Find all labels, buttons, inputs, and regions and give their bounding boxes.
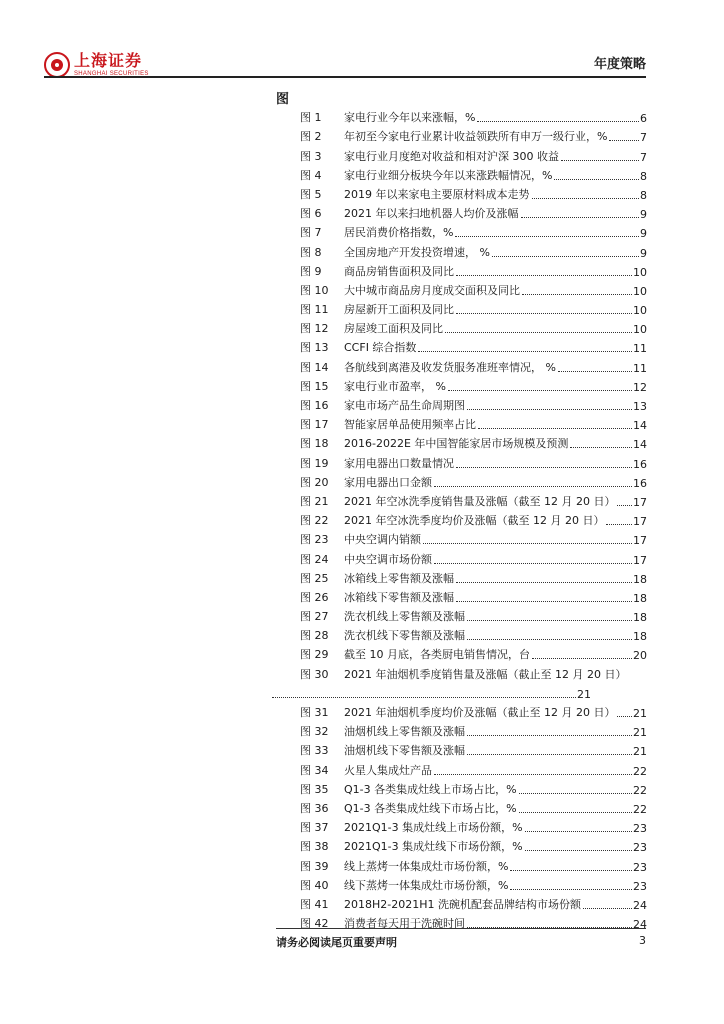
leader-dots (570, 438, 632, 448)
toc-entry[interactable] (300, 816, 647, 835)
figure-page-number: 8 (640, 188, 647, 202)
figure-title: 中央空调内销额 (344, 533, 421, 547)
figure-page-number: 14 (633, 438, 647, 452)
leader-dots (448, 381, 632, 391)
toc-entry[interactable] (300, 394, 647, 413)
figure-page-number: 20 (633, 649, 647, 663)
figure-label: 图 12 (300, 322, 329, 336)
leader-dots (467, 611, 632, 621)
toc-entry[interactable] (300, 164, 647, 183)
figure-page-number: 9 (640, 227, 647, 241)
logo-chinese-name: 上海证券 (74, 51, 143, 70)
leader-dots (434, 477, 632, 487)
figure-title: 洗衣机线上零售额及涨幅 (344, 610, 465, 624)
toc-entry[interactable] (300, 144, 647, 163)
figure-label: 图 24 (300, 552, 329, 566)
figure-page-number: 21 (633, 707, 647, 720)
leader-dots (418, 342, 632, 352)
figure-title: 2021Q1-3 集成灶线上市场份额，% (344, 821, 523, 835)
toc-heading: 图 (276, 92, 290, 107)
toc-entry[interactable] (300, 643, 647, 662)
figure-title: 房屋新开工面积及同比 (344, 303, 454, 317)
figure-page-number: 21 (633, 745, 647, 759)
figure-page-number: 16 (633, 476, 647, 490)
figure-page-number: 10 (633, 304, 647, 318)
figure-title: 家电市场产品生命周期图 (344, 399, 465, 412)
leader-dots (456, 304, 632, 314)
toc-entry[interactable] (300, 471, 647, 490)
leader-dots (583, 899, 632, 909)
figure-page-number: 23 (633, 822, 647, 836)
figure-label: 图 25 (300, 571, 329, 585)
figure-title: 家电行业月度绝对收益和相对沪深 300 收益 (344, 149, 559, 163)
figure-title: 2021 年油烟机季度均价及涨幅（截止至 12 月 20 日） (344, 706, 616, 719)
figure-title: 商品房销售面积及同比 (344, 264, 454, 278)
figure-label: 图 28 (300, 629, 329, 643)
figure-label: 图 18 (300, 437, 329, 451)
toc-entry[interactable] (300, 874, 647, 893)
leader-dots (456, 458, 632, 468)
figure-page-number: 22 (633, 764, 647, 778)
toc-entry[interactable] (300, 240, 647, 259)
figure-title: 2021 年空冰洗季度均价及涨幅（截至 12 月 20 日） (344, 514, 605, 528)
toc-entry-continuation (272, 682, 591, 701)
figure-label: 图 29 (300, 648, 329, 662)
figure-title: 全国房地产开发投资增速， % (344, 245, 490, 259)
figure-label: 图 32 (300, 725, 329, 739)
leader-dots (434, 765, 632, 775)
leader-dots (467, 726, 632, 736)
figure-page-number: 24 (633, 918, 647, 932)
figure-page-number: 21 (633, 726, 647, 740)
figure-page-number: 23 (633, 841, 647, 855)
figure-label: 图 8 (300, 245, 322, 259)
figure-page-number: 17 (633, 495, 647, 509)
figure-title: 家电行业今年以来涨幅，% (344, 111, 476, 125)
toc-entry[interactable] (300, 221, 647, 240)
figure-title: CCFI 综合指数 (344, 341, 417, 355)
header-divider (44, 76, 646, 78)
figure-title: Q1-3 各类集成灶线上市场占比，% (344, 782, 517, 796)
figure-page-number: 18 (633, 611, 647, 625)
leader-dots (532, 189, 640, 199)
figure-page-number: 7 (640, 131, 647, 145)
toc-entry[interactable] (300, 375, 647, 394)
toc-entry[interactable] (300, 202, 647, 221)
figure-label: 图 26 (300, 590, 329, 604)
page-number: 3 (639, 934, 646, 947)
figure-label: 图 31 (300, 706, 329, 719)
figure-page-number: 9 (640, 208, 647, 222)
toc-entry[interactable] (300, 106, 647, 125)
toc-entry[interactable] (300, 778, 647, 797)
figure-page-number: 12 (633, 380, 647, 394)
figure-label: 图 9 (300, 264, 322, 278)
leader-dots (456, 592, 632, 602)
figure-title: 消费者每天用于洗碗时间 (344, 917, 465, 931)
toc-entry[interactable] (300, 567, 647, 586)
figure-page-number: 17 (633, 553, 647, 567)
figure-title: 中央空调市场份额 (344, 552, 432, 566)
leader-dots (492, 247, 639, 257)
figure-title: 2021 年空冰洗季度销售量及涨幅（截至 12 月 20 日） (344, 494, 616, 508)
toc-entry[interactable] (300, 509, 647, 528)
leader-dots (532, 649, 632, 659)
leader-dots (456, 573, 632, 583)
footer-divider (276, 928, 646, 929)
leader-dots (456, 266, 632, 276)
figure-label: 图 39 (300, 859, 329, 873)
toc-entry[interactable] (300, 336, 647, 355)
figure-label: 图 36 (300, 801, 329, 815)
toc-entry[interactable] (300, 183, 647, 202)
leader-dots (554, 170, 639, 180)
figure-title: 2021Q1-3 集成灶线下市场份额，% (344, 840, 523, 854)
figure-label: 图 11 (300, 303, 329, 317)
leader-dots (609, 131, 639, 141)
figure-title: 火星人集成灶产品 (344, 763, 432, 777)
figure-label: 图 30 (300, 667, 329, 681)
figure-label: 图 17 (300, 418, 329, 432)
figure-label: 图 15 (300, 379, 329, 393)
leader-dots (455, 227, 639, 237)
figure-page-number: 10 (633, 284, 647, 298)
leader-dots (445, 323, 632, 333)
toc-entry[interactable] (300, 547, 647, 566)
toc-entry[interactable] (300, 893, 647, 912)
figure-label: 图 1 (300, 111, 322, 125)
leader-dots (477, 112, 639, 122)
leader-dots (519, 784, 632, 794)
figure-page-number: 13 (633, 400, 647, 413)
figure-title: 2019 年以来家电主要原材料成本走势 (344, 187, 530, 201)
toc-entry[interactable] (300, 624, 647, 643)
figure-page-number: 23 (633, 860, 647, 874)
figure-label: 图 10 (300, 283, 329, 297)
figure-title: 截至 10 月底，各类厨电销售情况，台 (344, 648, 530, 662)
toc-entry[interactable] (300, 835, 647, 854)
figure-page-number: 6 (640, 112, 647, 126)
leader-dots (423, 534, 632, 544)
report-type-title: 年度策略 (593, 57, 646, 72)
figure-page-number: 17 (633, 534, 647, 548)
toc-entry[interactable] (300, 279, 647, 298)
leader-dots (467, 400, 632, 410)
figure-page-number: 22 (633, 802, 647, 816)
company-logo (44, 52, 149, 78)
figure-label: 图 22 (300, 514, 329, 528)
figure-label: 图 41 (300, 897, 329, 911)
figure-label: 图 5 (300, 187, 322, 201)
figure-title: 冰箱线下零售额及涨幅 (344, 590, 454, 604)
figure-page-number: 11 (633, 361, 647, 375)
leader-dots (561, 151, 639, 161)
toc-entry[interactable] (300, 432, 647, 451)
toc-entry[interactable] (300, 317, 647, 336)
figure-title: 智能家居单品使用频率占比 (344, 418, 476, 432)
leader-dots (522, 285, 632, 295)
figure-title: 居民消费价格指数，% (344, 226, 454, 240)
figure-page-number: 8 (640, 169, 647, 183)
figure-label: 图 35 (300, 782, 329, 796)
figure-page-number: 11 (633, 342, 647, 356)
toc-entry[interactable] (300, 451, 647, 470)
logo-text (74, 53, 149, 77)
figure-label: 图 38 (300, 840, 329, 854)
toc-entry[interactable] (300, 528, 647, 547)
figure-label: 图 3 (300, 149, 322, 163)
figure-page-number: 10 (633, 265, 647, 279)
figure-title: 2021 年以来扫地机器人均价及涨幅 (344, 207, 519, 221)
leader-dots (478, 419, 632, 429)
figure-title: 家电行业市盈率， % (344, 379, 446, 393)
figure-title: 2016-2022E 年中国智能家居市场规模及预测 (344, 437, 569, 451)
figure-title: 2021 年油烟机季度销售量及涨幅（截止至 12 月 20 日） (344, 667, 627, 681)
leader-dots (519, 803, 632, 813)
toc-entry[interactable] (300, 605, 647, 624)
figure-label: 图 33 (300, 744, 329, 758)
figure-label: 图 2 (300, 130, 322, 144)
figure-list (300, 106, 647, 931)
figure-page-number: 18 (633, 591, 647, 605)
toc-entry[interactable] (300, 355, 647, 374)
leader-dots (510, 880, 632, 890)
figure-title: 家用电器出口金额 (344, 475, 432, 489)
leader-dots (521, 208, 640, 218)
figure-title: 各航线到离港及收发货服务准班率情况， % (344, 360, 556, 374)
leader-dots (525, 822, 632, 832)
figure-page-number: 18 (633, 630, 647, 644)
figure-label: 图 19 (300, 456, 329, 470)
figure-title: 家用电器出口数量情况 (344, 456, 454, 470)
leader-dots (558, 362, 632, 372)
figure-title: 油烟机线上零售额及涨幅 (344, 725, 465, 739)
toc-entry[interactable] (300, 586, 647, 605)
figure-title: Q1-3 各类集成灶线下市场占比，% (344, 801, 517, 815)
figure-label: 图 7 (300, 226, 322, 240)
leader-dots (467, 918, 632, 928)
leader-dots (510, 861, 632, 871)
toc-entry[interactable] (300, 739, 647, 758)
toc-entry[interactable] (300, 797, 647, 816)
figure-label: 图 16 (300, 399, 329, 412)
figure-title: 大中城市商品房月度成交面积及同比 (344, 283, 520, 297)
leader-dots (467, 630, 632, 640)
figure-title: 洗衣机线下零售额及涨幅 (344, 629, 465, 643)
leader-dots (467, 745, 632, 755)
toc-entry[interactable] (300, 720, 647, 739)
figure-title: 房屋竣工面积及同比 (344, 322, 443, 336)
leader-dots (617, 496, 632, 506)
figure-page-number: 10 (633, 323, 647, 337)
figure-label: 图 6 (300, 207, 322, 221)
figure-label: 图 14 (300, 360, 329, 374)
figure-page-number: 18 (633, 572, 647, 586)
disclaimer-note: 请务必阅读尾页重要声明 (276, 936, 397, 949)
logo-emblem-icon (44, 52, 70, 78)
figure-page-number: 21 (577, 687, 591, 701)
figure-label: 图 20 (300, 475, 329, 489)
figure-title: 线下蒸烤一体集成灶市场份额，% (344, 878, 509, 892)
figure-title: 家电行业细分板块今年以来涨跌幅情况，% (344, 168, 553, 182)
toc-entry[interactable] (300, 854, 647, 873)
figure-label: 图 13 (300, 341, 329, 355)
figure-label: 图 42 (300, 917, 329, 931)
figure-title: 2018H2-2021H1 洗碗机配套品牌结构市场份额 (344, 897, 581, 911)
leader-dots (434, 554, 632, 564)
figure-title: 线上蒸烤一体集成灶市场份额，% (344, 859, 509, 873)
figure-page-number: 23 (633, 879, 647, 893)
figure-page-number: 14 (633, 419, 647, 433)
figure-page-number: 22 (633, 783, 647, 797)
figure-label: 图 27 (300, 610, 329, 624)
figure-label: 图 4 (300, 168, 322, 182)
toc-entry[interactable] (300, 413, 647, 432)
leader-dots (525, 841, 632, 851)
toc-entry[interactable] (300, 662, 647, 681)
figure-page-number: 24 (633, 898, 647, 912)
figure-label: 图 34 (300, 763, 329, 777)
toc-entry[interactable] (300, 490, 647, 509)
toc-entry[interactable] (300, 260, 647, 279)
figure-label: 图 23 (300, 533, 329, 547)
figure-page-number: 16 (633, 457, 647, 471)
figure-label: 图 37 (300, 821, 329, 835)
toc-entry[interactable] (300, 298, 647, 317)
leader-dots (272, 688, 576, 698)
figure-page-number: 9 (640, 246, 647, 260)
leader-dots (617, 707, 632, 717)
figure-title: 油烟机线下零售额及涨幅 (344, 744, 465, 758)
leader-dots (606, 515, 632, 525)
figure-page-number: 17 (633, 515, 647, 529)
figure-page-number: 7 (640, 150, 647, 164)
figure-label: 图 40 (300, 878, 329, 892)
figure-label: 图 21 (300, 494, 329, 508)
figure-title: 冰箱线上零售额及涨幅 (344, 571, 454, 585)
figure-title: 年初至今家电行业累计收益领跌所有申万一级行业，% (344, 130, 608, 144)
toc-entry[interactable] (300, 701, 647, 720)
toc-entry[interactable] (300, 758, 647, 777)
logo-english-name: SHANGHAI SECURITIES (74, 71, 149, 77)
toc-entry[interactable] (300, 125, 647, 144)
